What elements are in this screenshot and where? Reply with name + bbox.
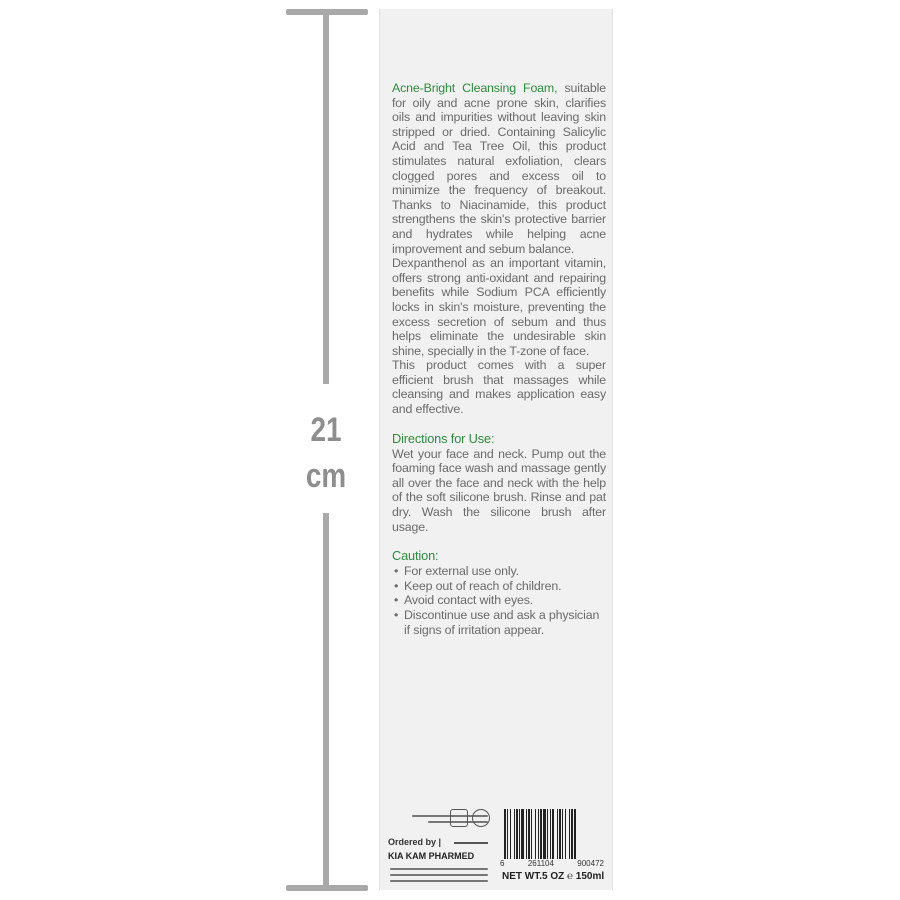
caution-item: • Avoid contact with eyes. (392, 593, 606, 608)
company-name: KIA KAM PHARMED (388, 851, 475, 861)
product-name: Acne-Bright Cleansing Foam, (392, 81, 558, 95)
product-text (392, 81, 606, 637)
description-para2: Dexpanthenol as an important vitamin, offers strong anti-oxidant and repairing benefits while Sodium PCA efficiently locks in skin's moisture, preventing the excess secretion of sebum and thus helps eliminate the undesirable skin shine, specially in the T-zone of face. (392, 256, 606, 358)
intro-text: suitable for oily and acne prone skin, clarifies oils and impurities without leaving skin stripped or dried. Containing Salicylic Acid and Tea Tree Oil, this product stimulates natural exfoliation, clears clogged pores and excess oil to minimize the frequency of breakout. Thanks to Niacinamide, this product strengthens the skin's protective barrier and hydrates while helping acne improvement and sebum balance. (392, 81, 606, 256)
made-in-iran-persian (454, 842, 488, 844)
barcode-digit-group: 6 (500, 859, 505, 868)
ruler-value: 21 (310, 411, 342, 449)
barcode-digit-group: 900472 (577, 859, 604, 868)
ruler-upper-line (323, 12, 329, 384)
persian-address-block (388, 864, 488, 886)
description-para3: This product comes with a super efficient brush that massages while cleansing and makes application easy and effective. (392, 358, 606, 417)
ruler-lower-line (323, 513, 329, 888)
barcode-digits (500, 859, 604, 868)
directions-text: Wet your face and neck. Pump out the foaming face wash and massage gently all over the face and neck with the help of the soft silicone brush. Rinse and pat dry. Wash the silicone brush after usage. (392, 446, 606, 534)
box-footer (388, 809, 604, 887)
description-intro (392, 81, 606, 256)
caution-item: • For external use only. (392, 564, 606, 579)
ruler-unit: cm (305, 457, 347, 495)
ruler-bottom-cap (286, 885, 368, 891)
caution-list (392, 564, 606, 637)
barcode-digit-group: 261104 (527, 859, 554, 868)
ordered-by-label: Ordered by | (388, 837, 442, 847)
caution-title: Caution: (392, 548, 439, 564)
barcode-icon (504, 809, 602, 859)
caution-item: • Keep out of reach of children. (392, 579, 606, 594)
directions-title: Directions for Use: (392, 430, 495, 446)
approval-seal-icon (472, 809, 490, 827)
net-weight: NET WT.5 OZ ℮ 150ml (502, 871, 605, 882)
caution-item: • Discontinue use and ask a physician if signs of irritation appear. (392, 608, 606, 637)
certification-logo-icon (450, 809, 468, 827)
product-box-side (379, 9, 613, 890)
